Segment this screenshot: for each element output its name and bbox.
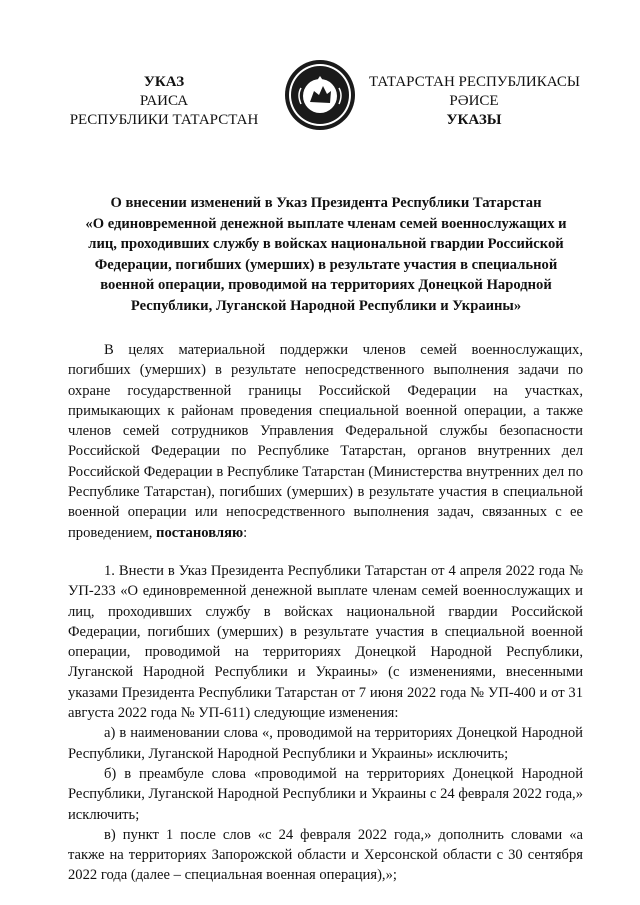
- header-left-line-1: УКАЗ: [143, 74, 185, 90]
- subitem-c: в) пункт 1 после слов «с 24 февраля 2022 года,» дополнить словами «а также на территориях Запорожской области и Херсонской области с 30 сентября 2022 года (далее – специальная военная операция),»;: [68, 826, 583, 884]
- preamble-text: В целях материальной поддержки членов семей военнослужащих, погибших (умерших) в результате непосредственного выполнения задачи по охране государственной границы Российской Федерации на участках, примыкающих к районам проведения специальной военной операции, а также членов семей сотрудников Управления Федеральной службы безопасности Российской Федерации по Республике Татарстан, органов внутренних дел Российской Федерации в Республике Татарстан (Министерства внутренних дел по Республике Татарстан), погибших (умерших) в результате участия в специальной военной операции или непосредственного выполнения задач, связанных с ее проведением,: [68, 342, 583, 541]
- subitem-b: б) в преамбуле слова «проводимой на территориях Донецкой Народной Республики, Луганской Народной Республики и Украины с 24 февраля 2022 года,» исключить;: [68, 765, 583, 823]
- title-line: Федерации, погибших (умерших) в результате участия в специальной: [94, 256, 558, 273]
- preamble-end: :: [243, 524, 248, 541]
- header-right-line-3: УКАЗЫ: [446, 112, 502, 128]
- document-title: [64, 193, 588, 316]
- header-left-block: [64, 73, 264, 130]
- title-line: лиц, проходивших службу в войсках национальной гвардии Российской: [88, 236, 564, 252]
- header-right-line-2: РӘИСЕ: [449, 93, 499, 109]
- coat-of-arms-icon: [283, 58, 357, 132]
- decree-word: постановляю: [156, 524, 244, 541]
- preamble-paragraph: [68, 340, 583, 543]
- header-right-block: [369, 73, 579, 130]
- document-body: [68, 340, 583, 886]
- title-line: «О единовременной денежной выплате членам семей военнослужащих и: [85, 215, 567, 232]
- item-1-paragraph: 1. Внести в Указ Президента Республики Татарстан от 4 апреля 2022 года № УП-233 «О единовременной денежной выплате членам семей военнослужащих и лиц, проходивших службу в войсках национальной гвардии Российской Федерации, погибших (умерших) в результате участия в специальной военной операции, проводимой на территориях Донецкой Народной Республики, Луганской Народной Республики и Украины» (с изменениями, внесенными указами Президента Республики Татарстан от 7 июня 2022 года № УП-400 и от 31 августа 2022 года № УП-611) следующие изменения:: [68, 562, 583, 722]
- header-right-line-1: ТАТАРСТАН РЕСПУБЛИКАСЫ: [369, 74, 580, 90]
- title-line: О внесении изменений в Указ Президента Республики Татарстан: [110, 195, 542, 211]
- header-left-line-2: РАИСА: [139, 93, 189, 109]
- title-line: Республики, Луганской Народной Республики и Украины»: [130, 297, 522, 314]
- header-left-line-3: РЕСПУБЛИКИ ТАТАРСТАН: [69, 112, 259, 128]
- subitem-a: а) в наименовании слова «, проводимой на территориях Донецкой Народной Республики, Луганской Народной Республики и Украины» исключить;: [68, 725, 583, 762]
- title-line: военной операции, проводимой на территориях Донецкой Народной: [100, 277, 552, 293]
